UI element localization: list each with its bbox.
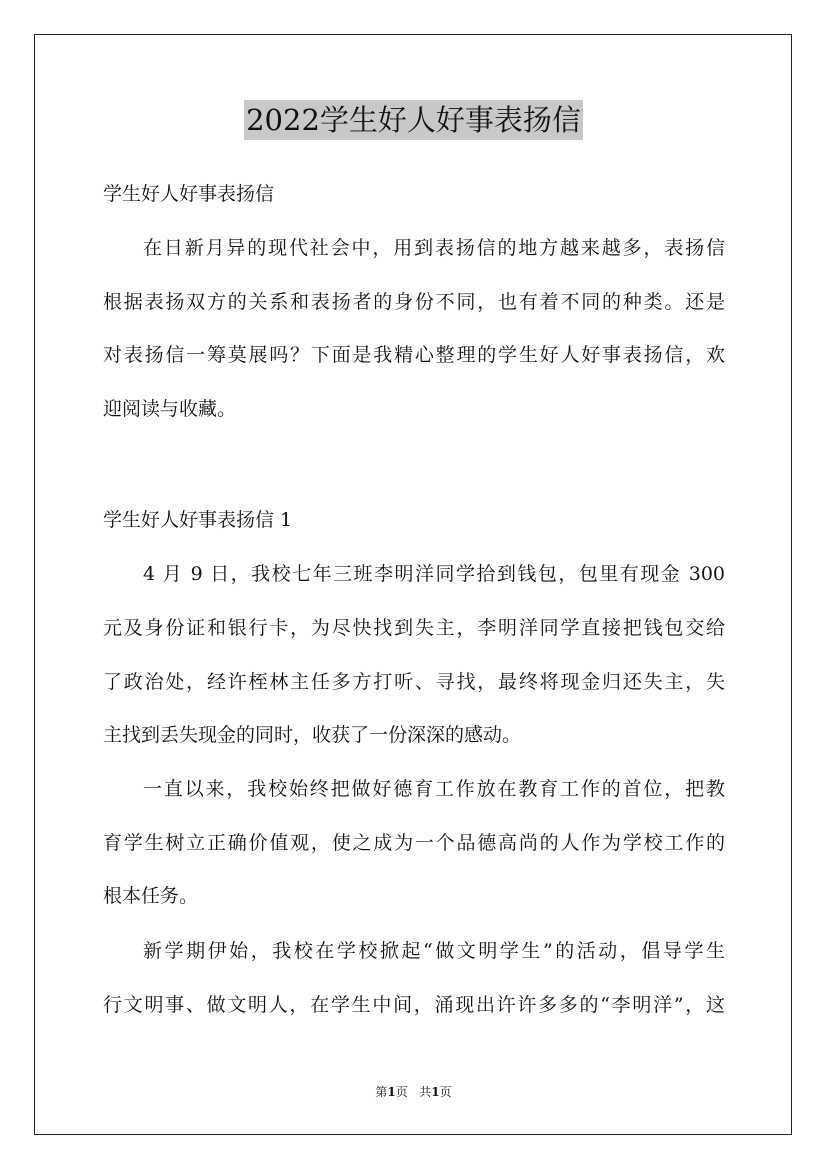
paragraph-line: 主找到丢失现金的同时，收获了一份深深的感动。 [103,724,522,746]
document-subtitle: 学生好人好事表扬信 [103,183,275,205]
total-label-prefix: 共 [419,1085,432,1099]
paragraph-line: 根本任务。 [103,885,199,907]
paragraph-line: 行文明事、做文明人，在学生中间，涌现出许许多多的“李明洋”，这 [103,994,725,1016]
intro-line: 根据表扬双方的关系和表扬者的身份不同，也有着不同的种类。还是 [103,291,725,313]
paragraph-line: 新学期伊始，我校在学校掀起“做文明学生”的活动，倡导学生 [143,940,725,962]
page-label-prefix: 第 [375,1085,388,1099]
paragraph-line: 4 月 9 日，我校七年三班李明洋同学拾到钱包，包里有现金 300 [143,563,725,585]
intro-line: 在日新月异的现代社会中，用到表扬信的地方越来越多，表扬信 [143,237,725,259]
paragraph-line: 一直以来，我校始终把做好德育工作放在教育工作的首位，把教 [143,778,725,800]
total-pages: 1 [431,1085,440,1099]
paragraph-line: 了政治处，经许桎林主任多方打听、寻找，最终将现金归还失主，失 [103,671,725,693]
intro-line: 迎阅读与收藏。 [103,398,237,420]
intro-line: 对表扬信一筹莫展吗？下面是我精心整理的学生好人好事表扬信，欢 [103,344,725,366]
title-container [0,100,827,140]
document-title: 2022学生好人好事表扬信 [244,100,583,140]
page-label-suffix: 页 [395,1085,408,1099]
paragraph-line: 育学生树立正确价值观，使之成为一个品德高尚的人作为学校工作的 [103,832,725,854]
section-heading: 学生好人好事表扬信 1 [103,509,293,531]
total-label-suffix: 页 [439,1085,452,1099]
paragraph-line: 元及身份证和银行卡，为尽快找到失主，李明洋同学直接把钱包交给 [103,617,725,639]
page-footer [0,1084,827,1100]
page-number: 1 [387,1085,396,1099]
